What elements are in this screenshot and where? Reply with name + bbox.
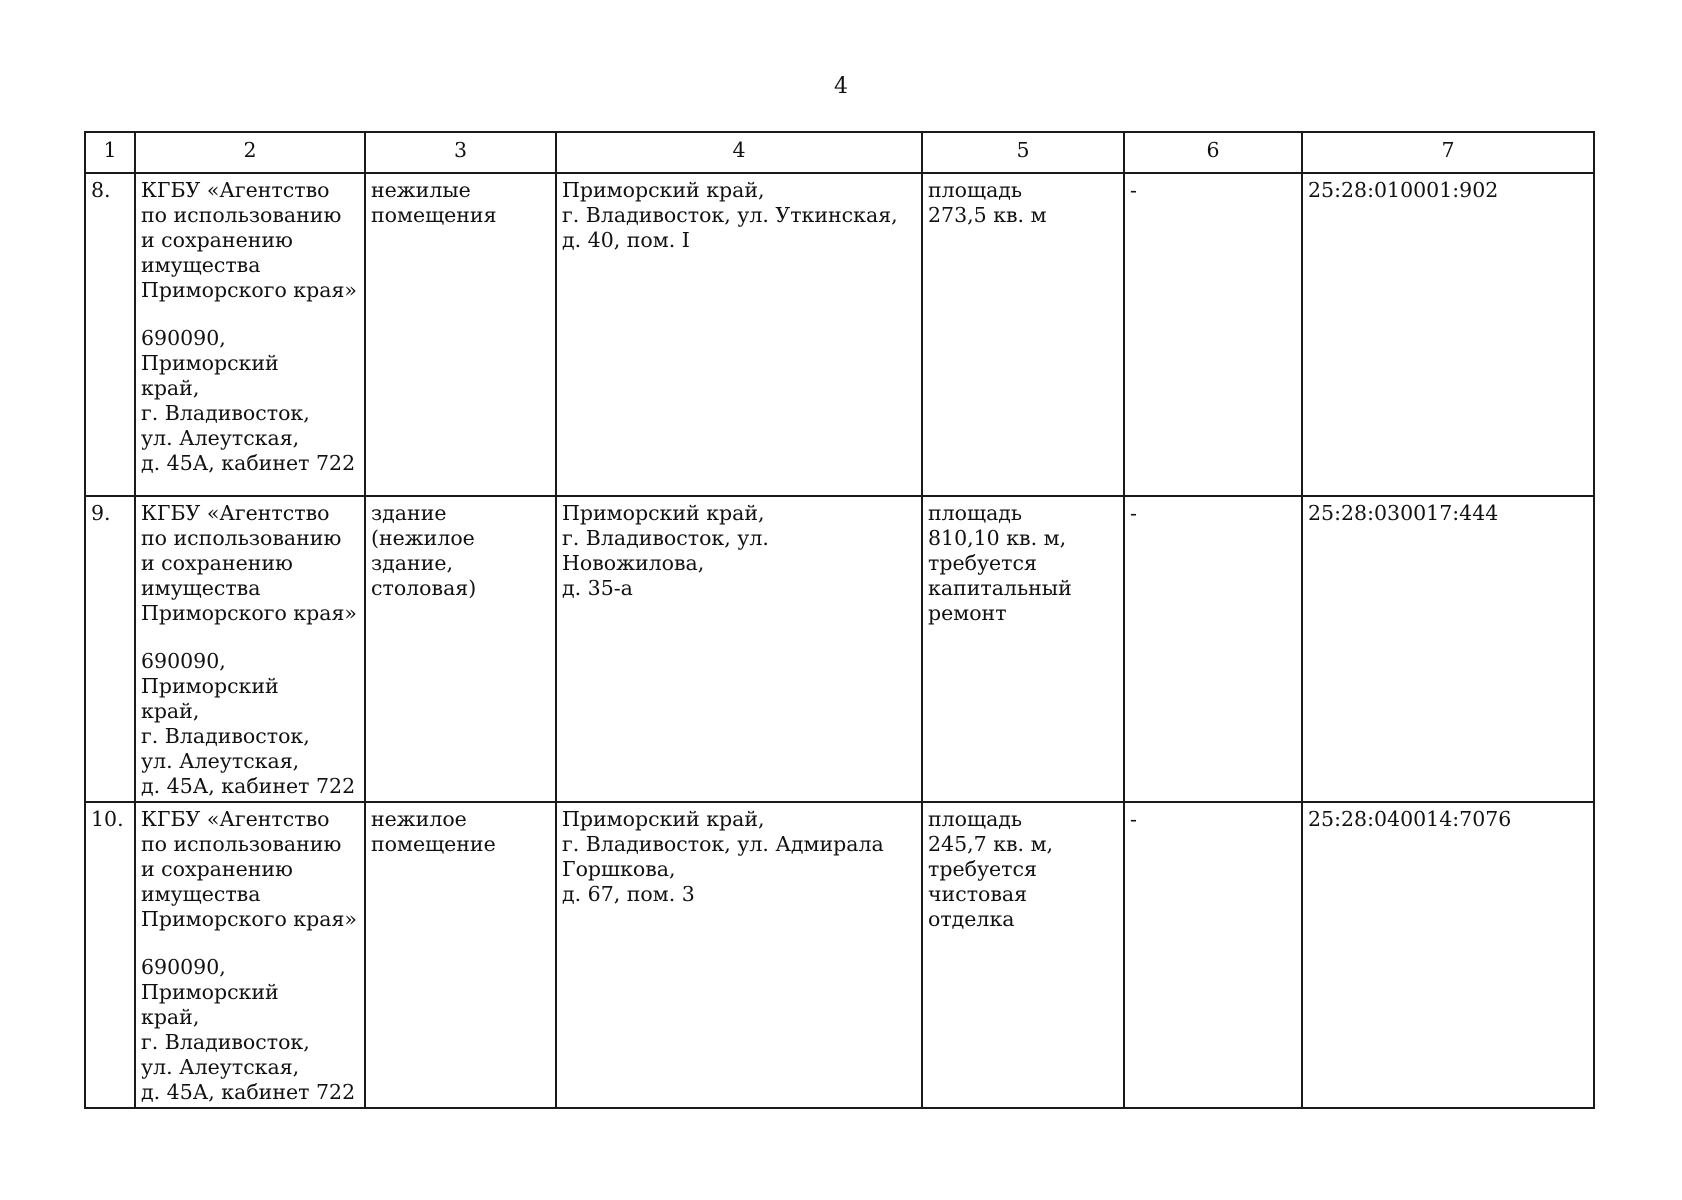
header-col-4: 4 <box>556 132 922 173</box>
object-location: Приморский край, г. Владивосток, ул. Новожилова, д. 35-а <box>556 496 922 802</box>
header-col-5: 5 <box>922 132 1124 173</box>
row-number: 9. <box>85 496 135 802</box>
owner-address: 690090, Приморский край, г. Владивосток, ул. Алеутская, д. 45А, кабинет 722 <box>141 955 356 1104</box>
col6-value: - <box>1124 173 1302 496</box>
object-type: здание (нежилое здание, столовая) <box>365 496 556 802</box>
object-characteristics: площадь 273,5 кв. м <box>922 173 1124 496</box>
owner-cell <box>135 173 365 496</box>
object-type: нежилые помещения <box>365 173 556 496</box>
owner-name: КГБУ «Агентство по использованию и сохранению имущества Приморского края» <box>141 501 357 625</box>
row-number: 10. <box>85 802 135 1108</box>
property-table <box>84 131 1595 1109</box>
object-type: нежилое помещение <box>365 802 556 1108</box>
header-col-6: 6 <box>1124 132 1302 173</box>
col6-value: - <box>1124 496 1302 802</box>
object-location: Приморский край, г. Владивосток, ул. Уткинская, д. 40, пом. I <box>556 173 922 496</box>
object-location: Приморский край, г. Владивосток, ул. Адмирала Горшкова, д. 67, пом. 3 <box>556 802 922 1108</box>
owner-address: 690090, Приморский край, г. Владивосток, ул. Алеутская, д. 45А, кабинет 722 <box>141 649 356 798</box>
header-col-1: 1 <box>85 132 135 173</box>
page-number: 4 <box>834 74 848 99</box>
header-col-3: 3 <box>365 132 556 173</box>
owner-address: 690090, Приморский край, г. Владивосток, ул. Алеутская, д. 45А, кабинет 722 <box>141 326 356 475</box>
owner-cell <box>135 496 365 802</box>
owner-name: КГБУ «Агентство по использованию и сохранению имущества Приморского края» <box>141 807 357 931</box>
object-characteristics: площадь 810,10 кв. м, требуется капитальный ремонт <box>922 496 1124 802</box>
table-row <box>85 496 1594 802</box>
cadastral-number: 25:28:010001:902 <box>1302 173 1594 496</box>
table-row <box>85 173 1594 496</box>
owner-cell <box>135 802 365 1108</box>
header-col-2: 2 <box>135 132 365 173</box>
owner-name: КГБУ «Агентство по использованию и сохранению имущества Приморского края» <box>141 178 357 302</box>
table-header-row <box>85 132 1594 173</box>
col6-value: - <box>1124 802 1302 1108</box>
cadastral-number: 25:28:030017:444 <box>1302 496 1594 802</box>
row-number: 8. <box>85 173 135 496</box>
cadastral-number: 25:28:040014:7076 <box>1302 802 1594 1108</box>
header-col-7: 7 <box>1302 132 1594 173</box>
table-row <box>85 802 1594 1108</box>
object-characteristics: площадь 245,7 кв. м, требуется чистовая отделка <box>922 802 1124 1108</box>
